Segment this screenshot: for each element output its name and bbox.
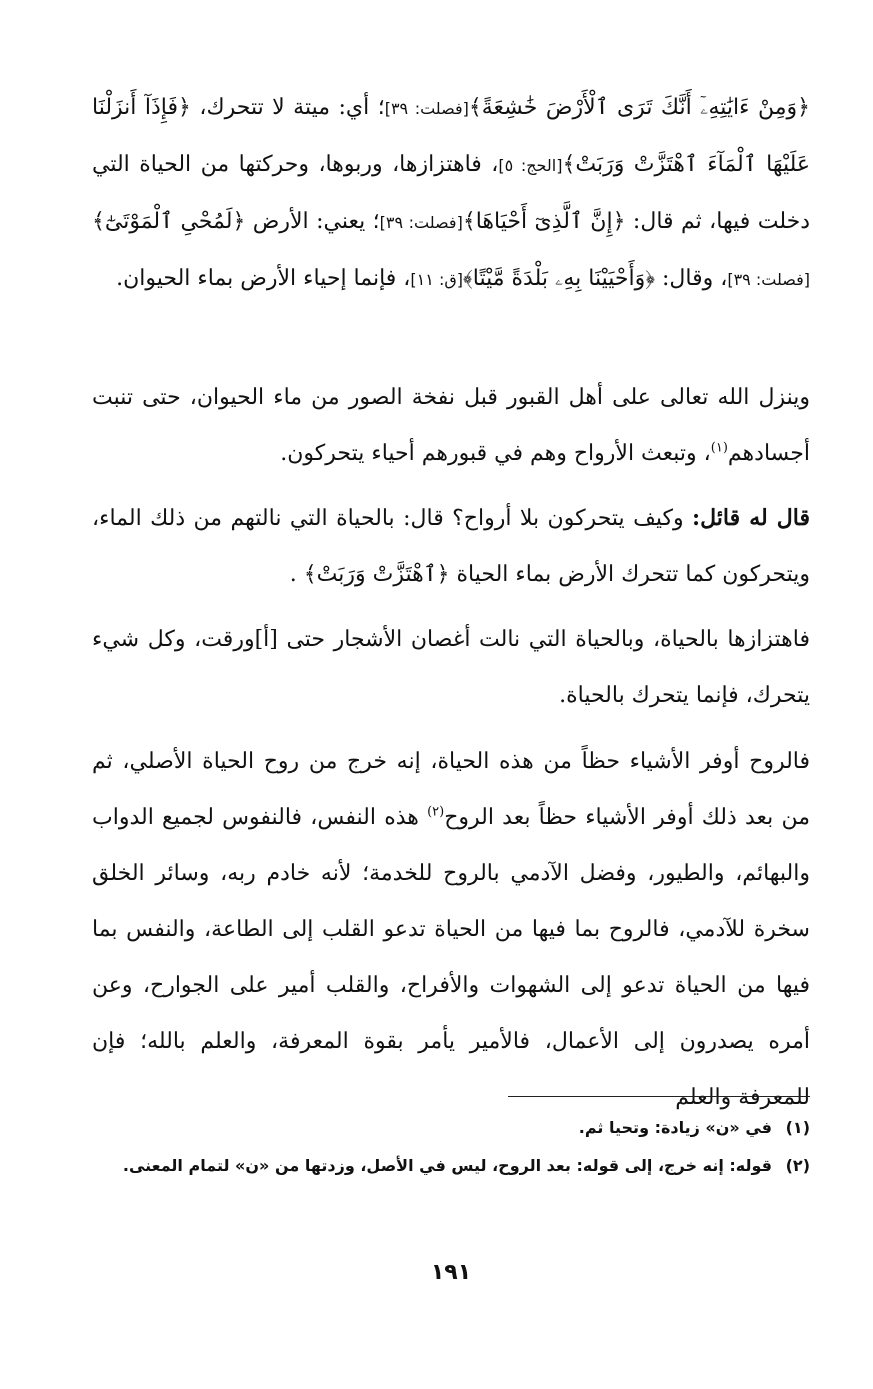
page-number: ١٩١	[430, 1260, 472, 1285]
quran-close-bracket: ﴾	[303, 562, 317, 587]
footnotes	[92, 1110, 810, 1220]
footnote-divider	[508, 1096, 810, 1097]
verse-reference-5: [ق: ١١]	[410, 270, 463, 289]
footnote-text: قوله: إنه خرج، إلى قوله: بعد الروح، ليس في الأصل، وزدتها من «ن» لتمام المعنى.	[122, 1156, 772, 1175]
quran-verse-2: فَإِذَآ أَنزَلْنَا عَلَيْهَا ٱلْمَآءَ ٱهْتَزَّتْ وَرَبَتْ	[92, 95, 811, 177]
quran-verse-5: وَأَحْيَيْنَا بِهِۦ بَلْدَةً مَّيْتًا	[472, 266, 646, 291]
quran-open-bracket: ﴿	[612, 209, 626, 234]
paragraph-text: هذه النفس، فالنفوس لجميع الدواب والبهائم، والطيور، وفضل الآدمي بالروح للخدمة؛ لأنه خادم ربه، وسائر الخلق سخرة للآدمي، فالروح بما فيها من الحياة تدعو القلب إلى الطاعة، والنفس بما فيها من الحياة تدعو إلى الشهوات والأفراح، والقلب أمير على الجوارح، وعن أمره يصدرون إلى الأعمال، فالأمير يأمر بقوة المعرفة، والعلم بالله؛ فإن للمعرفة والعلم	[92, 805, 810, 1110]
quran-close-bracket: ﴾	[468, 95, 482, 120]
quran-verse-4: لَمُحْىِ ٱلْمَوْتَىٰٓ	[104, 209, 233, 234]
quran-open-bracket: ﴿	[797, 95, 811, 120]
footnote-number: (١)	[785, 1118, 810, 1137]
footnote-reference-1[interactable]: (١)	[710, 440, 728, 456]
quran-close-bracket: ﴾	[562, 152, 576, 177]
paragraph-2	[92, 370, 810, 482]
quran-open-bracket: ﴿	[232, 209, 246, 234]
paragraph-5	[92, 734, 810, 1126]
footnote-1	[92, 1110, 810, 1146]
quran-verse-1: وَمِنْ ءَايَٰتِهِۦٓ أَنَّكَ تَرَى ٱلْأَرْضَ خَٰشِعَةً	[481, 95, 798, 120]
paragraph-text: ، وقال:	[661, 266, 728, 291]
verse-reference-2: [الحج: ٥]	[498, 156, 563, 175]
speaker-label: قال له قائل:	[692, 505, 810, 531]
page-body	[92, 80, 810, 1370]
footnote-reference-2[interactable]: (٢)	[427, 804, 445, 820]
paragraph-text: وينزل الله تعالى على أهل القبور قبل نفخة الصور من ماء الحيوان، حتى تنبت أجسادهم	[92, 385, 810, 466]
quran-open-bracket: ﴿	[645, 266, 655, 291]
quran-close-bracket: ﴾	[462, 209, 476, 234]
quran-close-bracket: ﴾	[463, 266, 473, 291]
verse-reference-3: [فصلت: ٣٩]	[379, 213, 463, 232]
paragraph-4	[92, 612, 810, 724]
paragraph-text: ؛ أي: ميتة لا تتحرك،	[199, 95, 385, 120]
paragraph-text: ، وتبعث الأرواح وهم في قبورهم أحياء يتحركون.	[280, 441, 711, 466]
verse-reference-4: [فصلت: ٣٩]	[727, 270, 810, 289]
quran-verse-6: ٱهْتَزَّتْ وَرَبَتْ	[316, 562, 437, 587]
paragraph-1	[92, 80, 810, 360]
paragraph-text: ؛ يعني: الأرض	[252, 209, 380, 234]
quran-verse-3: إِنَّ ٱلَّذِىٓ أَحْيَاهَا	[475, 209, 613, 234]
verse-reference-1: [فصلت: ٣٩]	[384, 99, 469, 118]
footnote-number: (٢)	[785, 1156, 810, 1175]
paragraph-text: فالروح أوفر الأشياء حظاً من هذه الحياة، إنه خرج من روح الحياة الأصلي، ثم من بعد ذلك أوفر الأشياء حظاً بعد الروح	[92, 749, 810, 830]
paragraph-text: ، فإنما إحياء الأرض بماء الحيوان.	[116, 266, 411, 291]
paragraph-3	[92, 490, 810, 602]
quran-close-bracket: ﴾	[92, 209, 105, 234]
quran-open-bracket: ﴿	[178, 95, 191, 120]
paragraph-text: .	[289, 562, 297, 587]
quran-open-bracket: ﴿	[436, 562, 450, 587]
paragraph-text: وكيف يتحركون بلا أرواح؟ قال: بالحياة التي نالتهم من ذلك الماء، ويتحركون كما تتحرك الأرض بماء الحياة	[92, 506, 810, 587]
paragraph-text: ، فاهتزازها، وربوها، وحركتها من الحياة التي دخلت فيها، ثم قال:	[92, 152, 811, 234]
footnote-text: في «ن» زيادة: وتحيا ثم.	[578, 1118, 772, 1137]
paragraph-text: فاهتزازها بالحياة، وبالحياة التي نالت أغصان الأشجار حتى [أ]ورقت، وكل شيء يتحرك، فإنما يتحرك بالحياة.	[92, 627, 810, 708]
footnote-2	[92, 1148, 810, 1220]
